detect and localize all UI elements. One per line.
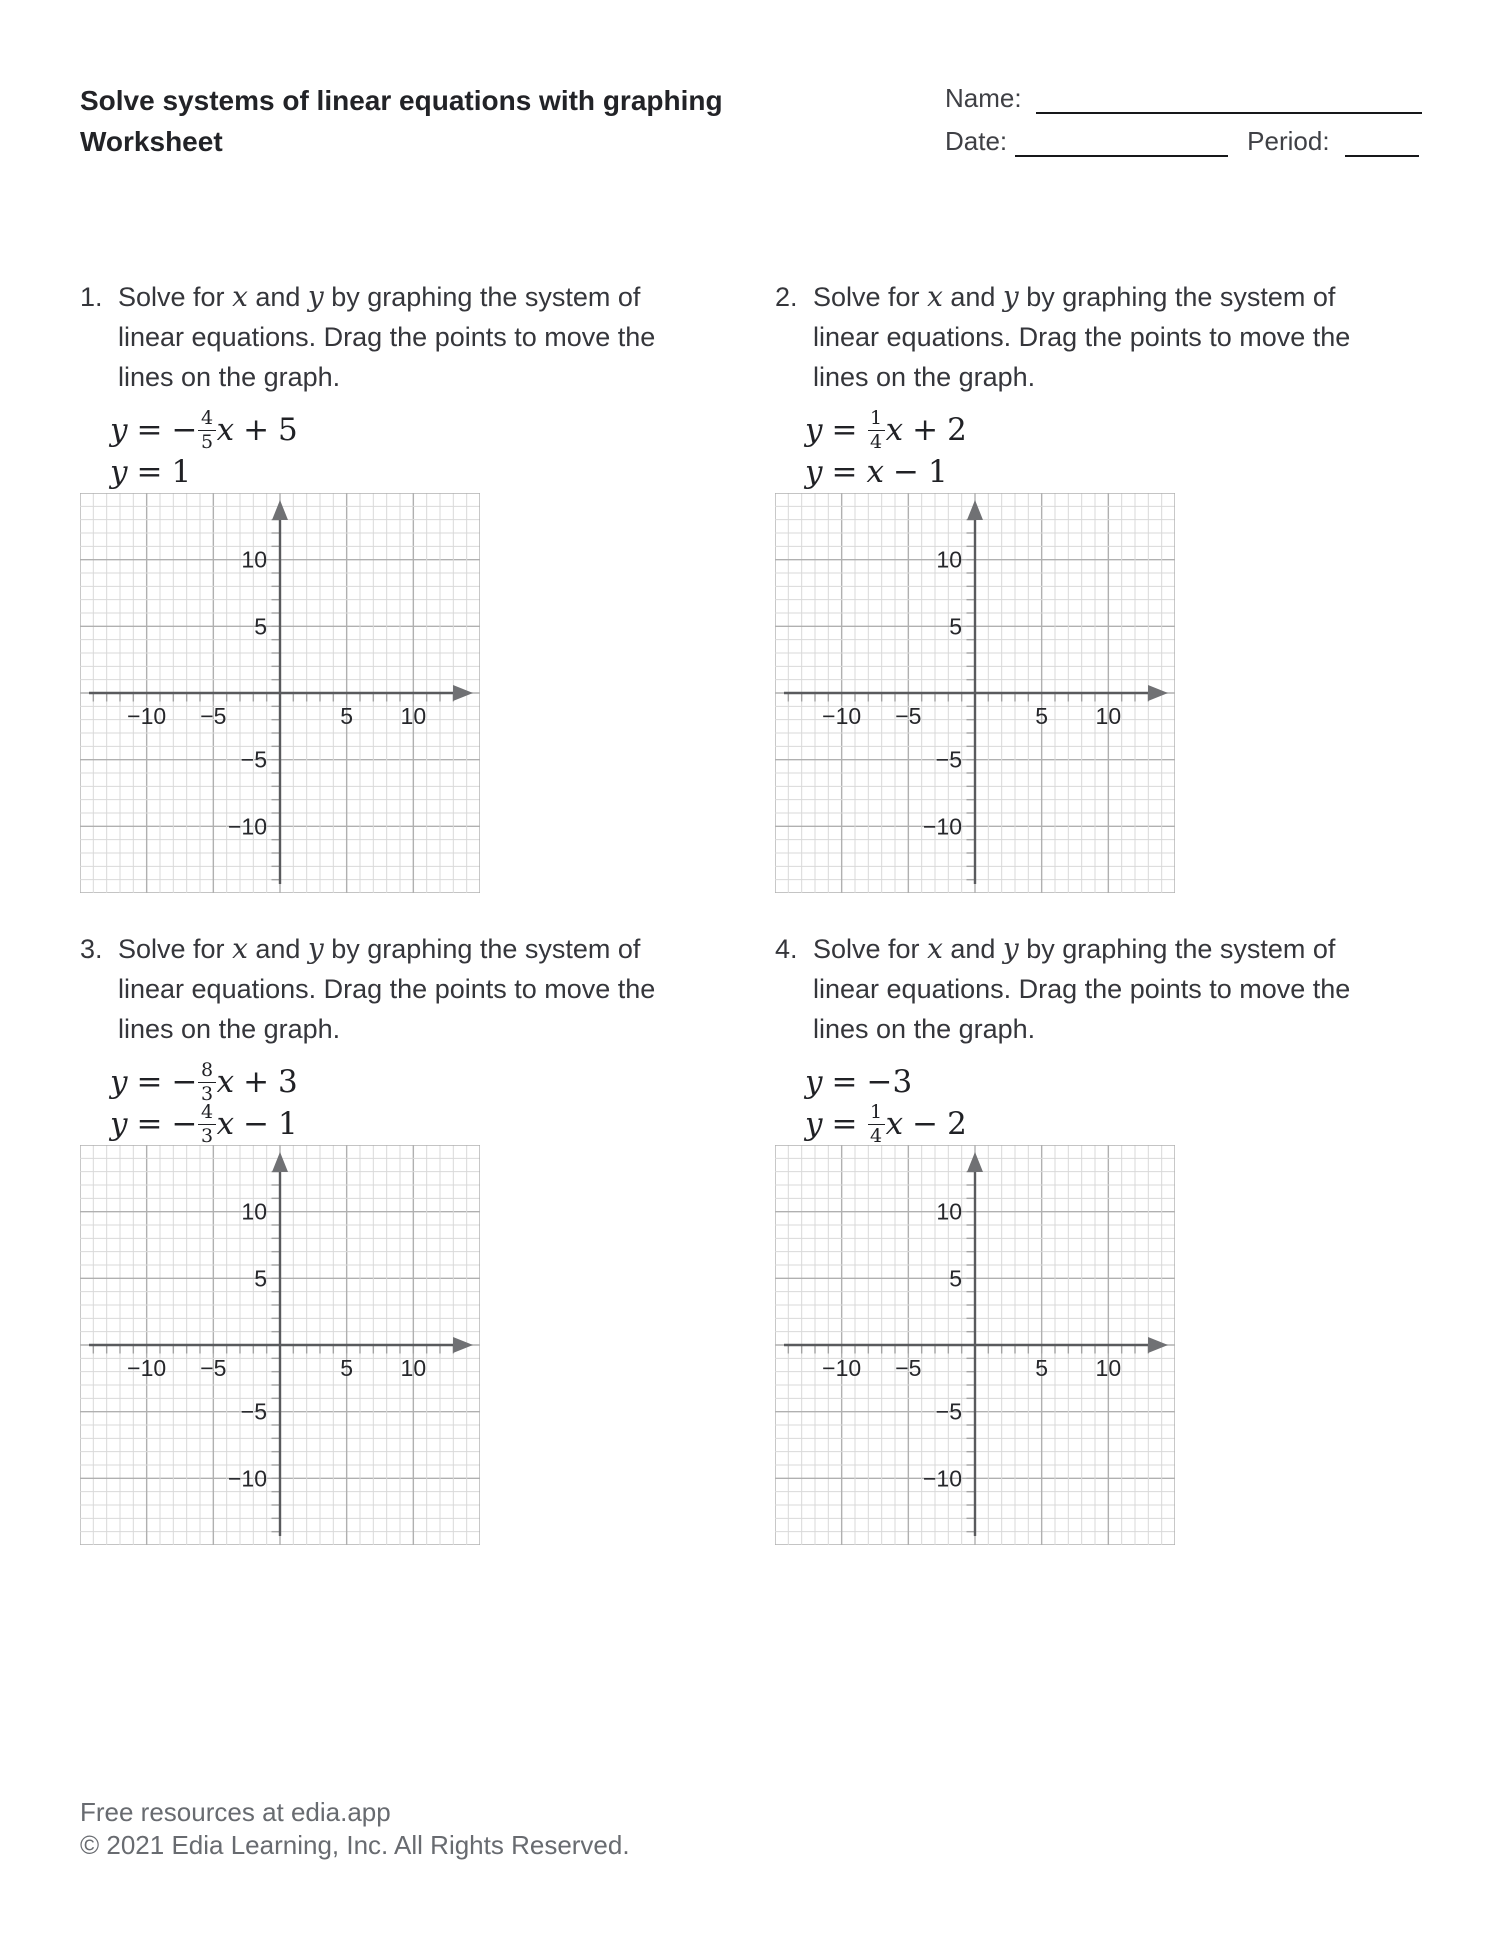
y-axis-arrow-icon <box>272 500 288 520</box>
problem-3-coordinate-grid <box>80 1145 480 1545</box>
fraction: $\frac{4}{3}$ <box>198 1102 215 1146</box>
period-label: Period: <box>1247 126 1330 156</box>
date-period-field-row <box>945 126 1422 157</box>
x-tick-label: −10 <box>822 1355 862 1381</box>
fraction: $\frac{4}{5}$ <box>198 408 215 452</box>
y-tick-label: 10 <box>936 546 962 573</box>
y-tick-label: 5 <box>949 613 962 640</box>
problem-3-equation-2: y = − $\frac{4}{3}$ x − 1 <box>110 1100 298 1147</box>
y-tick-label: 5 <box>949 1265 962 1292</box>
problem-2-prompt-text: Solve for x and y by graphing the system of linear equations. Drag the points to move the lines on the graph. <box>813 280 1351 392</box>
x-tick-label: −5 <box>200 703 227 729</box>
problem-3-prompt-text: Solve for x and y by graphing the system of linear equations. Drag the points to move the lines on the graph. <box>118 932 656 1044</box>
y-tick-label: −10 <box>922 813 962 840</box>
problem-4-prompt-text: Solve for x and y by graphing the system of linear equations. Drag the points to move the lines on the graph. <box>813 932 1351 1044</box>
x-tick-label: 5 <box>340 1355 354 1381</box>
worksheet-title-line2: Worksheet <box>80 126 223 157</box>
problem-2-equation-2: y = x − 1 <box>805 454 948 490</box>
problem-1-equation-2: y = 1 <box>110 454 192 490</box>
problem-4-equation-system <box>805 1061 1395 1145</box>
x-tick-label: 10 <box>1095 703 1122 729</box>
y-axis-arrow-icon <box>967 1152 983 1172</box>
problem-4-coordinate-grid <box>775 1145 1175 1545</box>
x-axis-arrow-icon <box>1148 1337 1168 1353</box>
x-tick-label: 5 <box>1035 1355 1049 1381</box>
y-tick-label: 10 <box>936 1198 962 1225</box>
x-tick-label: 10 <box>1095 1355 1122 1381</box>
y-tick-label: −10 <box>922 1465 962 1492</box>
fraction: $\frac{1}{4}$ <box>868 1102 885 1146</box>
date-blank-line <box>1015 129 1228 157</box>
problem-3-prompt <box>80 929 700 1049</box>
problem-4-number: 4. <box>775 934 798 964</box>
y-tick-label: −5 <box>240 1398 267 1425</box>
x-tick-label: −5 <box>200 1355 227 1381</box>
footer-copyright-line: © 2021 Edia Learning, Inc. All Rights Reserved. <box>80 1830 630 1860</box>
problem-1-number: 1. <box>80 282 103 312</box>
x-tick-label: 5 <box>340 703 354 729</box>
problem-1 <box>80 277 700 893</box>
x-tick-label: −10 <box>127 1355 167 1381</box>
name-label: Name: <box>945 83 1022 113</box>
y-axis-arrow-icon <box>272 1152 288 1172</box>
problem-4 <box>775 929 1395 1545</box>
problem-1-prompt-text: Solve for x and y by graphing the system of linear equations. Drag the points to move the lines on the graph. <box>118 280 656 392</box>
name-field-row <box>945 83 1422 114</box>
x-tick-label: −10 <box>822 703 862 729</box>
worksheet-title-line1: Solve systems of linear equations with graphing <box>80 85 723 116</box>
problem-1-equation-system <box>110 406 700 493</box>
x-axis-arrow-icon <box>1148 685 1168 701</box>
x-tick-label: 10 <box>400 1355 427 1381</box>
y-tick-label: 5 <box>254 1265 267 1292</box>
y-axis-arrow-icon <box>967 500 983 520</box>
y-tick-label: 5 <box>254 613 267 640</box>
period-blank-line <box>1345 129 1419 157</box>
problem-2-coordinate-grid <box>775 493 1175 893</box>
y-tick-label: −5 <box>935 1398 962 1425</box>
problem-2-equation-system <box>805 406 1395 493</box>
y-tick-label: −10 <box>227 813 267 840</box>
problem-4-equation-1: y = −3 <box>805 1064 913 1100</box>
page-footer <box>80 1796 630 1862</box>
problem-2-number: 2. <box>775 282 798 312</box>
footer-resources-line: Free resources at edia.app <box>80 1797 391 1827</box>
problem-1-equation-1: y = − $\frac{4}{5}$ x + 5 <box>110 406 298 453</box>
problem-3 <box>80 929 700 1545</box>
problem-1-coordinate-grid <box>80 493 480 893</box>
problem-1-prompt <box>80 277 700 397</box>
worksheet-title <box>80 80 723 162</box>
x-tick-label: −5 <box>895 703 922 729</box>
problem-3-number: 3. <box>80 934 103 964</box>
y-tick-label: 10 <box>241 546 267 573</box>
x-tick-label: 5 <box>1035 703 1049 729</box>
x-axis-arrow-icon <box>453 685 473 701</box>
fraction: $\frac{1}{4}$ <box>868 408 885 452</box>
problem-3-equation-system <box>110 1058 700 1147</box>
name-blank-line <box>1036 86 1422 114</box>
x-tick-label: −5 <box>895 1355 922 1381</box>
fraction: $\frac{8}{3}$ <box>198 1060 215 1104</box>
y-tick-label: −5 <box>935 746 962 773</box>
problem-3-equation-1: y = − $\frac{8}{3}$ x + 3 <box>110 1058 298 1105</box>
problem-2-prompt <box>775 277 1395 397</box>
student-fields <box>945 83 1422 157</box>
problem-2-equation-1: y = $\frac{1}{4}$ x + 2 <box>805 406 967 453</box>
problem-4-equation-2: y = $\frac{1}{4}$ x − 2 <box>805 1100 967 1147</box>
x-tick-label: −10 <box>127 703 167 729</box>
date-label: Date: <box>945 126 1008 156</box>
x-tick-label: 10 <box>400 703 427 729</box>
y-tick-label: −10 <box>227 1465 267 1492</box>
x-axis-arrow-icon <box>453 1337 473 1353</box>
y-tick-label: −5 <box>240 746 267 773</box>
problem-2 <box>775 277 1395 893</box>
problem-4-prompt <box>775 929 1395 1049</box>
y-tick-label: 10 <box>241 1198 267 1225</box>
